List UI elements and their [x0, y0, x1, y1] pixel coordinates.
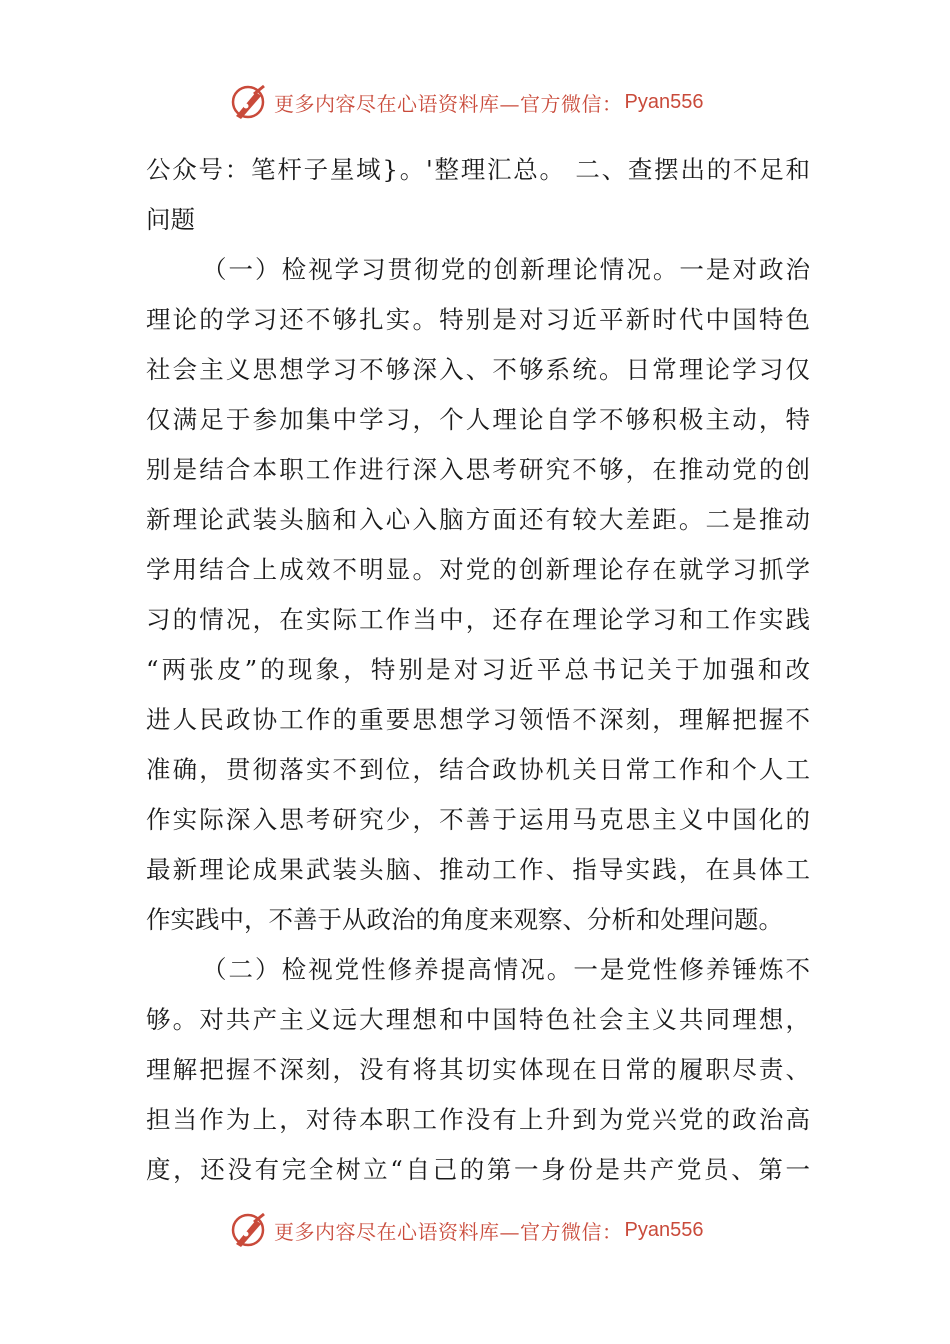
- header-banner: [228, 82, 748, 122]
- text-line: 最新理论成果武装头脑、推动工作、指导实践，在具体工: [146, 855, 810, 884]
- text-line: “两张皮”的现象，特别是对习近平总书记关于加强和改: [146, 655, 810, 684]
- text-line: 担当作为上，对待本职工作没有上升到为党兴党的政治高: [146, 1105, 810, 1134]
- text-line: 准确，贯彻落实不到位，结合政协机关日常工作和个人工: [146, 755, 810, 784]
- text-line: （二）检视党性修养提高情况。一是党性修养锤炼不: [202, 955, 810, 984]
- text-line: 理解把握不深刻，没有将其切实体现在日常的履职尽责、: [146, 1055, 810, 1084]
- text-line: 学用结合上成效不明显。对党的创新理论存在就学习抓学: [146, 555, 810, 584]
- document-body: [146, 145, 810, 1195]
- text-line: 作实践中，不善于从政治的角度来观察、分析和处理问题。: [146, 905, 783, 934]
- text-line: 别是结合本职工作进行深入思考研究不够，在推动党的创: [146, 455, 810, 484]
- banner-text: 更多内容尽在心语资料库—官方微信：: [274, 91, 623, 116]
- text-line: 度，还没有完全树立“自己的第一身份是共产党员、第一: [146, 1155, 810, 1184]
- text-line: （一）检视学习贯彻党的创新理论情况。一是对政治: [202, 255, 810, 284]
- text-line: 问题: [146, 205, 195, 234]
- banner-text: 更多内容尽在心语资料库—官方微信：: [274, 1219, 623, 1244]
- footer-banner: [228, 1210, 748, 1250]
- text-line: 社会主义思想学习不够深入、不够系统。日常理论学习仅: [146, 355, 810, 384]
- pen-nib-logo-icon: [228, 82, 268, 122]
- text-line: 够。对共产主义远大理想和中国特色社会主义共同理想，: [146, 1005, 810, 1034]
- banner-contact: Pyan556: [624, 90, 704, 113]
- text-line: 公众号：笔杆子星域}。'整理汇总。 二、查摆出的不足和: [146, 155, 810, 184]
- text-line: 理论的学习还不够扎实。特别是对习近平新时代中国特色: [146, 305, 810, 334]
- text-line: 习的情况，在实际工作当中，还存在理论学习和工作实践: [146, 605, 810, 634]
- text-line: 新理论武装头脑和入心入脑方面还有较大差距。二是推动: [146, 505, 810, 534]
- text-line: 作实际深入思考研究少，不善于运用马克思主义中国化的: [146, 805, 810, 834]
- text-line: 进人民政协工作的重要思想学习领悟不深刻，理解把握不: [146, 705, 810, 734]
- banner-contact: Pyan556: [624, 1218, 704, 1241]
- text-line: 仅满足于参加集中学习，个人理论自学不够积极主动，特: [146, 405, 810, 434]
- pen-nib-logo-icon: [228, 1210, 268, 1250]
